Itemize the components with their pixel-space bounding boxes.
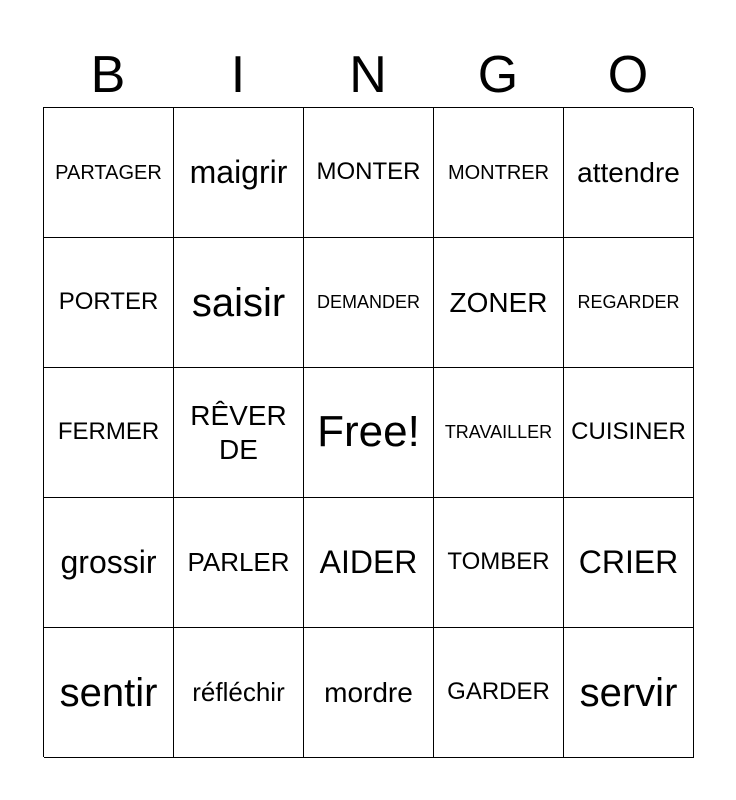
bingo-cell[interactable]: AIDER xyxy=(304,498,434,628)
bingo-cell[interactable]: maigrir xyxy=(174,108,304,238)
bingo-cell[interactable]: sentir xyxy=(44,628,174,758)
bingo-cell[interactable]: PARTAGER xyxy=(44,108,174,238)
bingo-cell[interactable]: REGARDER xyxy=(564,238,694,368)
bingo-cell[interactable]: DEMANDER xyxy=(304,238,434,368)
bingo-cell[interactable]: PARLER xyxy=(174,498,304,628)
bingo-board xyxy=(43,107,693,757)
bingo-cell[interactable]: FERMER xyxy=(44,368,174,498)
bingo-cell[interactable]: ZONER xyxy=(434,238,564,368)
header-letter-o: O xyxy=(607,46,649,104)
bingo-cell[interactable]: CUISINER xyxy=(564,368,694,498)
bingo-cell[interactable]: CRIER xyxy=(564,498,694,628)
bingo-cell[interactable]: GARDER xyxy=(434,628,564,758)
bingo-cell[interactable]: saisir xyxy=(174,238,304,368)
header-letter-i: I xyxy=(230,46,246,104)
bingo-cell[interactable]: attendre xyxy=(564,108,694,238)
bingo-header xyxy=(43,44,693,106)
bingo-cell[interactable]: RÊVER DE xyxy=(174,368,304,498)
bingo-cell[interactable]: mordre xyxy=(304,628,434,758)
bingo-cell[interactable]: MONTER xyxy=(304,108,434,238)
bingo-cell[interactable]: MONTRER xyxy=(434,108,564,238)
bingo-cell[interactable]: servir xyxy=(564,628,694,758)
header-letter-g: G xyxy=(477,46,519,104)
header-letter-n: N xyxy=(349,46,387,104)
bingo-cell[interactable]: PORTER xyxy=(44,238,174,368)
free-space-cell[interactable]: Free! xyxy=(304,368,434,498)
bingo-cell[interactable]: grossir xyxy=(44,498,174,628)
bingo-cell[interactable]: TOMBER xyxy=(434,498,564,628)
bingo-cell[interactable]: réfléchir xyxy=(174,628,304,758)
header-letter-b: B xyxy=(90,46,126,104)
bingo-cell[interactable]: TRAVAILLER xyxy=(434,368,564,498)
